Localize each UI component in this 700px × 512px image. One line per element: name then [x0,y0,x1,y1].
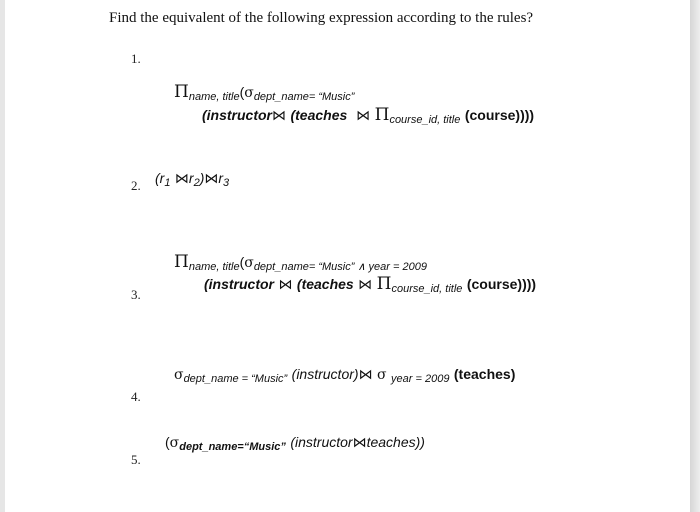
selection-symbol: σ [377,367,387,383]
expr-close: ) [199,170,205,186]
item-number-5: 5. [131,452,141,467]
relation-teaches: (teaches [296,276,354,292]
item-number-4: 4. [131,389,141,404]
selection-symbol: σ [244,85,254,101]
question-heading: Find the equivalent of the following expression according to the rules? [109,10,534,26]
item-3-line-1: Πname, title(σdept_name= “Music” ∧ year = 2009 [174,252,427,273]
selection-condition: dept_name = “Music” [183,373,288,385]
join-symbol: ⋈ [278,277,293,293]
item-2-expression [155,170,229,188]
item-1-line-2 [202,105,534,125]
projection-symbol: Π [174,82,189,102]
expr-open: ( [165,434,170,450]
projection-symbol: Π [374,105,390,125]
expr-open: (r [155,170,165,186]
item-number-1: 1. [131,51,141,66]
left-edge [0,0,5,512]
relation-teaches: (teaches) [453,366,516,382]
join-symbol: ⋈ [356,108,371,124]
relation-r2: r [188,170,194,186]
join-symbol: ⋈ [352,435,367,451]
relation-instructor: (instructor [202,107,272,123]
projection-attributes: name, title [188,261,240,273]
projection-attributes: name, title [188,91,240,103]
relation-teaches: (teaches [290,107,348,123]
item-number-2: 2. [131,178,141,193]
right-edge [690,0,700,512]
projection-symbol: Π [174,252,189,272]
item-4-expression [174,366,515,384]
subscript-1: 1 [164,177,171,189]
selection-condition: year = 2009 [391,373,450,385]
item-3-line-2 [204,274,536,294]
item-5-expression [165,434,425,452]
projection-symbol: Π [376,274,392,294]
selection-symbol: σ [244,255,254,271]
relation-instructor: (instructor [204,276,274,292]
relation-course: (course)))) [466,276,537,292]
selection-symbol: σ [174,367,184,383]
subscript-2: 2 [193,177,200,189]
relation-course: (course)))) [464,107,535,123]
selection-condition: dept_name= “Music” ∧ year = 2009 [253,261,427,273]
selection-symbol: σ [169,435,180,451]
projection-attributes: course_id, title [391,283,463,295]
relation-r3: r [218,170,224,186]
relation-instructor: (instructor) [291,366,359,382]
join-symbol: ⋈ [272,108,286,124]
selection-condition: dept_name= “Music” [253,91,355,103]
projection-attributes: course_id, title [389,114,461,126]
relation-teaches: teaches)) [366,434,425,450]
join-symbol: ⋈ [358,277,373,293]
relation-instructor: (instructor [290,434,353,450]
join-symbol: ⋈ [358,367,373,383]
join-symbol: ⋈ [174,171,189,187]
item-number-3: 3. [131,287,141,302]
selection-condition: dept_name=“Music” [179,441,286,453]
join-symbol: ⋈ [204,171,219,187]
subscript-3: 3 [223,177,230,189]
item-1-line-1: Πname, title(σdept_name= “Music” [174,82,355,103]
